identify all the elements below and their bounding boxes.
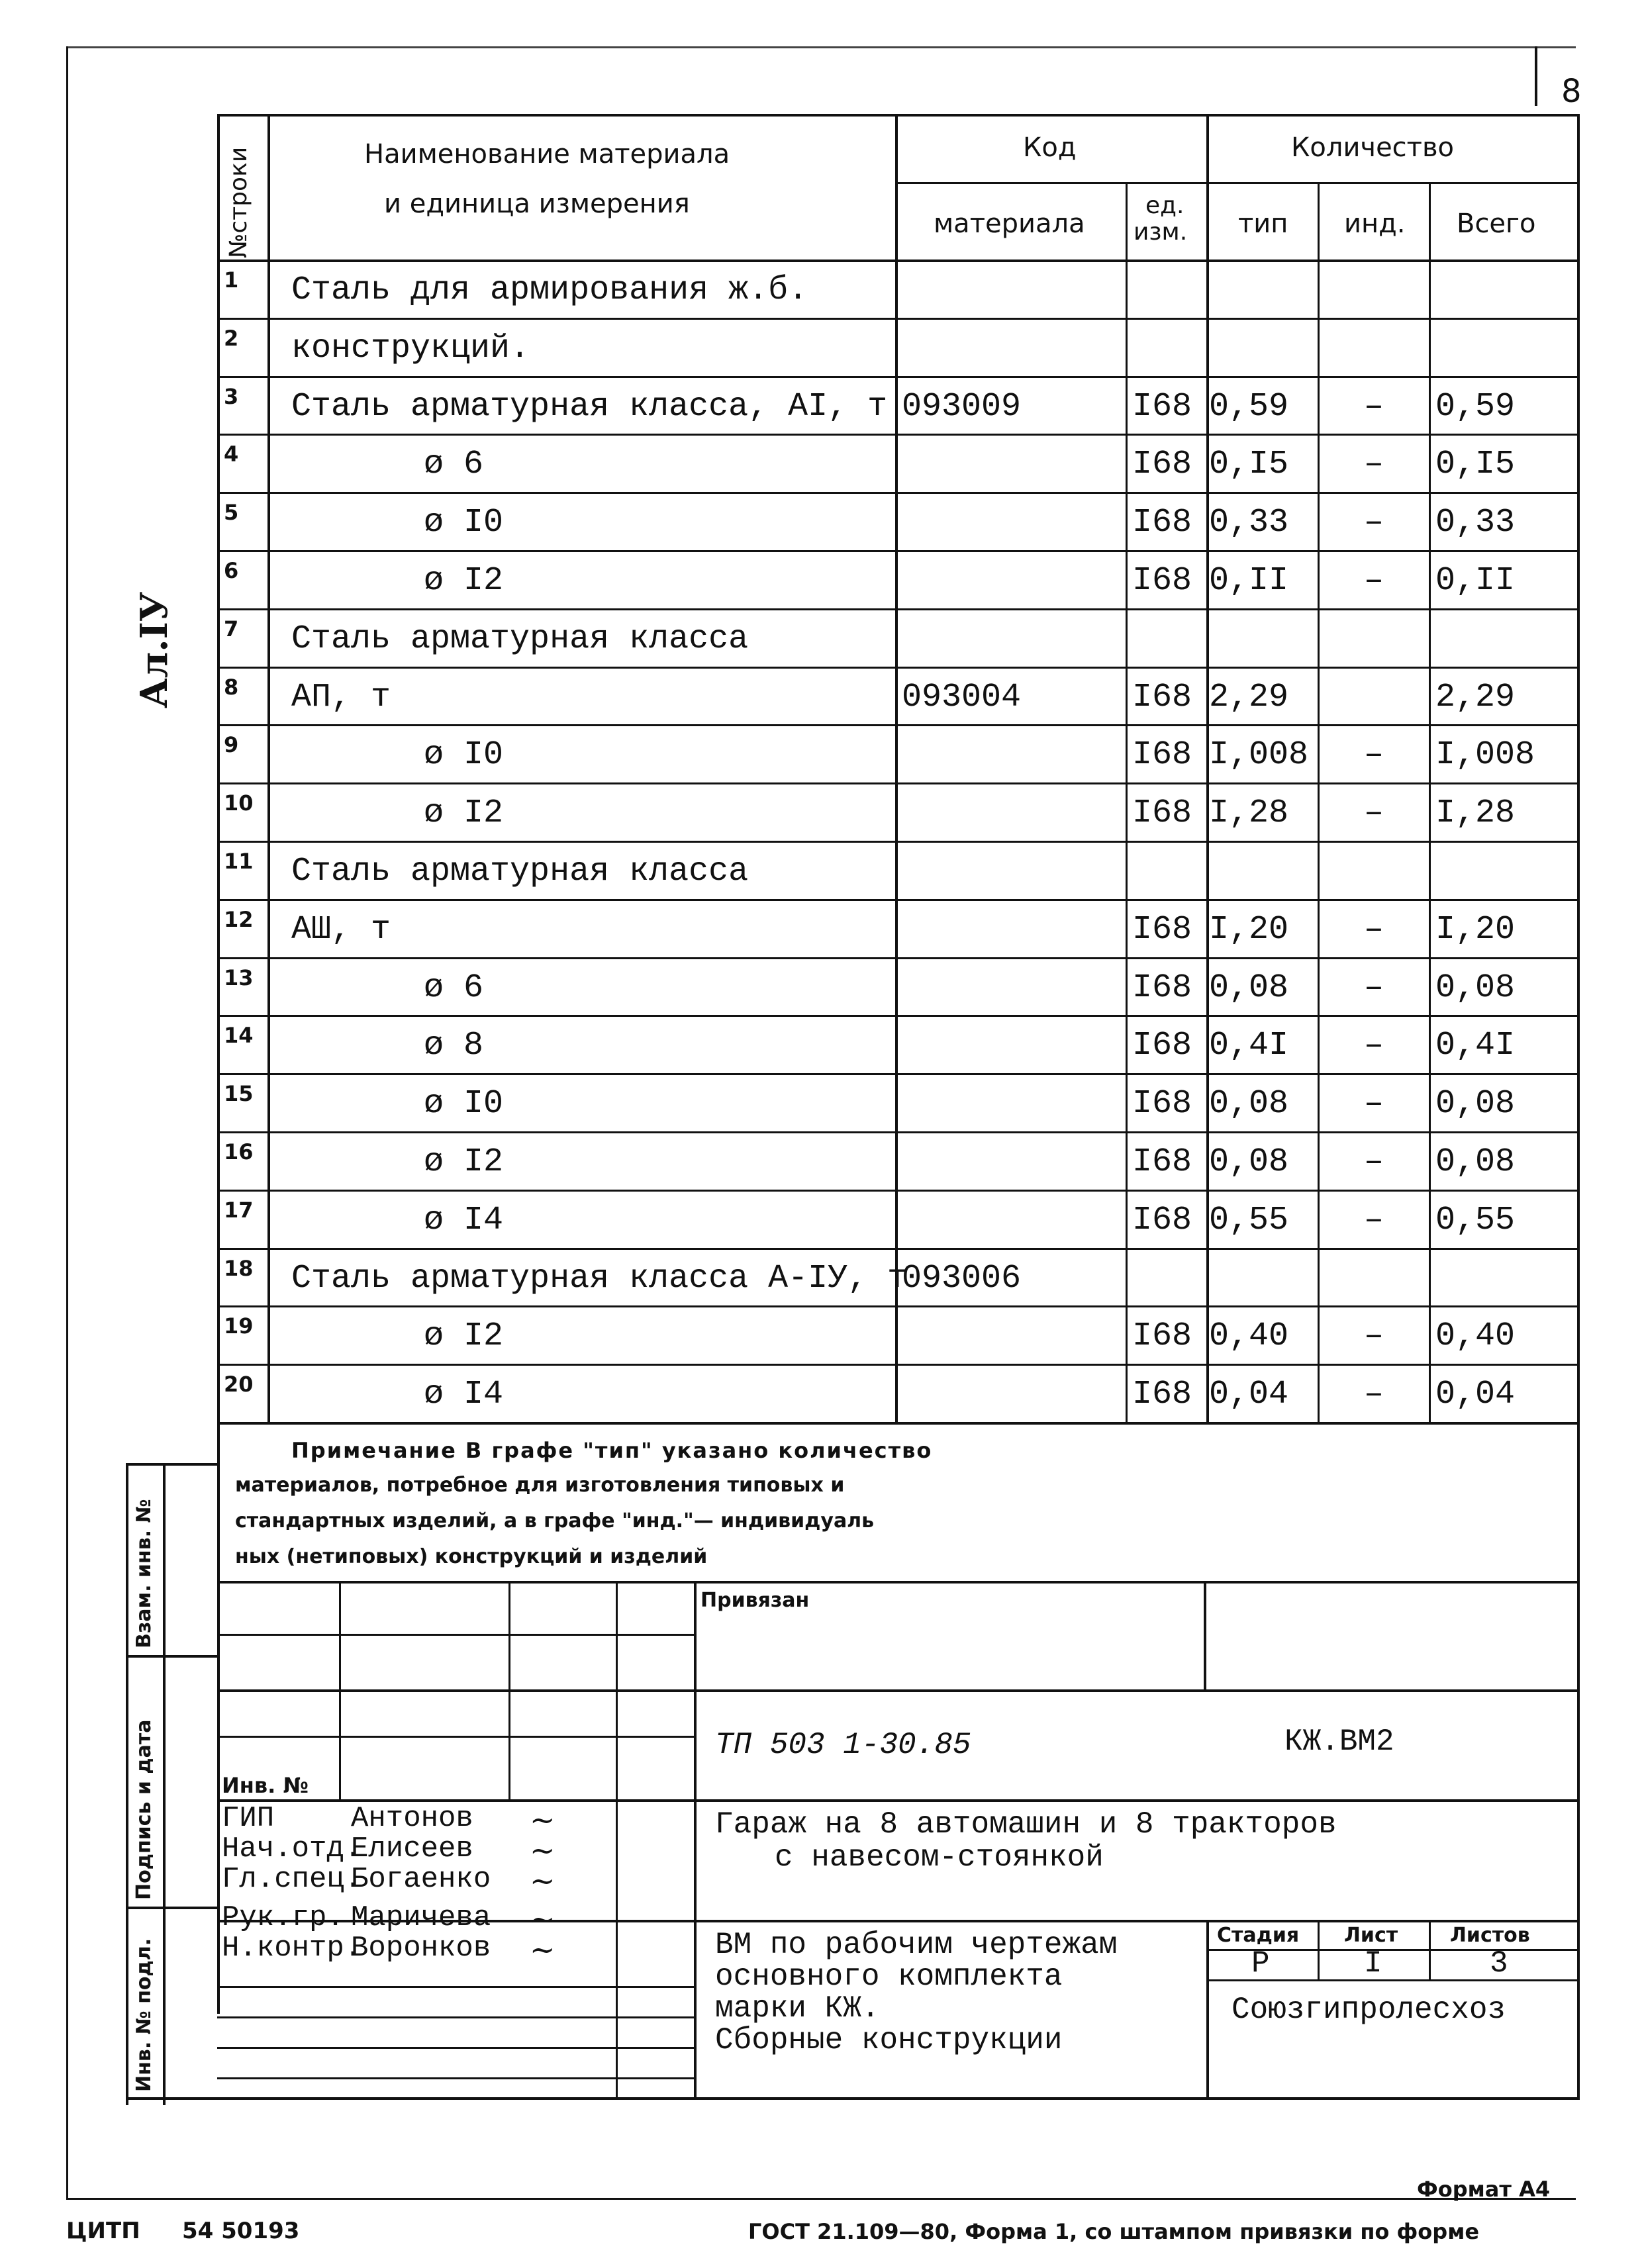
side-strip-mid (163, 1463, 166, 2105)
row-divider (217, 1015, 1578, 1017)
staff-role: Гл.спец. (222, 1863, 362, 1896)
row-name: ø I4 (424, 1202, 504, 1239)
stamp-h1 (217, 1634, 694, 1636)
page-number: 8 (1561, 73, 1582, 110)
row-ind: – (1364, 736, 1384, 774)
stamp-v7 (1318, 1920, 1320, 1981)
row-name: ø I0 (424, 1085, 504, 1123)
staff-role: Рук.гр. (222, 1901, 344, 1934)
stamp-v1 (339, 1581, 341, 1801)
row-type: 0,4I (1209, 1027, 1289, 1064)
row-total: 2,29 (1435, 679, 1516, 716)
row-unit: I68 (1132, 736, 1192, 774)
row-type: 0,08 (1209, 969, 1289, 1007)
row-number: 11 (224, 849, 254, 874)
row-number: 1 (224, 267, 239, 293)
row-type: I,20 (1209, 911, 1289, 949)
stamp-h2 (217, 1689, 1578, 1692)
side-strip-left (126, 1463, 128, 2105)
row-ind: – (1364, 911, 1384, 949)
col-line-1 (267, 114, 270, 1423)
row-number: 14 (224, 1023, 254, 1048)
table-top (217, 114, 1578, 117)
side-field-original: Инв. № подл. (132, 1938, 156, 2092)
header-rownum: №строки (225, 146, 252, 258)
header-total: Всего (1457, 209, 1536, 239)
desc-line-4: Сборные конструкции (715, 2023, 1063, 2057)
format-label: Формат А4 (1417, 2177, 1551, 2202)
row-name: Сталь для армирования ж.б. (291, 271, 808, 309)
staff-name: Воронков (351, 1932, 491, 1965)
row-ind: – (1364, 794, 1384, 832)
staff-name: Маричева (351, 1901, 491, 1934)
signature-mark: ~ (530, 1802, 555, 1838)
title-line-1: Гараж на 8 автомашин и 8 тракторов (715, 1807, 1337, 1842)
row-total: 0,I5 (1435, 446, 1516, 483)
row-total: 0,55 (1435, 1202, 1516, 1239)
row-total: 0,4I (1435, 1027, 1516, 1064)
stamp-h3 (217, 1736, 694, 1738)
organization: Союзгипролесхоз (1232, 1993, 1506, 2027)
row-type: 0,33 (1209, 504, 1289, 542)
staff-name: Елисеев (351, 1832, 473, 1866)
row-name: Сталь арматурная класса (291, 620, 749, 658)
header-code-material: материала (934, 209, 1085, 239)
sheets-value: 3 (1490, 1946, 1508, 1981)
row-divider (217, 1131, 1578, 1133)
row-name: конструкций. (291, 330, 530, 367)
row-number: 8 (224, 675, 239, 700)
stamp-v3 (616, 1581, 618, 2097)
row-unit: I68 (1132, 388, 1192, 426)
note-line-2: материалов, потребное для изготовления типовых и (235, 1474, 845, 1497)
row-divider (217, 957, 1578, 959)
row-unit: I68 (1132, 679, 1192, 716)
row-ind: – (1364, 969, 1384, 1007)
row-unit: I68 (1132, 1376, 1192, 1413)
row-number: 5 (224, 500, 239, 525)
stamp-v6 (1206, 1920, 1209, 2097)
stamp-h7 (217, 2016, 694, 2018)
row-divider (217, 318, 1578, 320)
frame-right-top (1535, 46, 1537, 106)
row-name: ø I0 (424, 504, 504, 542)
row-number: 10 (224, 790, 254, 816)
header-code: Код (1023, 132, 1077, 163)
desc-line-1: ВМ по рабочим чертежам (715, 1928, 1118, 1962)
staff-role: Н.контр. (222, 1932, 362, 1965)
sheet-value: I (1364, 1946, 1382, 1981)
row-type: 0,59 (1209, 388, 1289, 426)
row-type: 0,08 (1209, 1085, 1289, 1123)
row-type: I,008 (1209, 736, 1309, 774)
row-unit: I68 (1132, 504, 1192, 542)
stamp-v4 (694, 1581, 697, 2097)
row-number: 4 (224, 442, 239, 467)
col-line-0 (217, 114, 220, 2014)
side-strip-bottom (126, 2097, 218, 2100)
side-field-signature: Подпись и дата (132, 1719, 156, 1900)
row-total: I,20 (1435, 911, 1516, 949)
row-ind: – (1364, 446, 1384, 483)
desc-line-2: основного комплекта (715, 1960, 1063, 1994)
note-line-3: стандартных изделий, а в графе "инд."— индивидуаль (235, 1509, 875, 1533)
header-ind: инд. (1344, 209, 1406, 239)
row-name: Сталь арматурная класса (291, 853, 749, 890)
header-name-line2: и единица измерения (384, 189, 690, 219)
note-line-4: ных (нетиповых) конструкций и изделий (235, 1545, 708, 1568)
signature-mark: ~ (530, 1932, 555, 1967)
sheet-label: Лист (1344, 1924, 1398, 1947)
row-number: 2 (224, 326, 239, 351)
col-line-6 (1429, 184, 1431, 1423)
row-number: 12 (224, 907, 254, 932)
row-ind: – (1364, 1202, 1384, 1239)
row-type: 0,55 (1209, 1202, 1289, 1239)
row-name: ø I2 (424, 562, 504, 600)
row-unit: I68 (1132, 1027, 1192, 1064)
stage-label: Стадия (1217, 1924, 1300, 1947)
row-ind: – (1364, 504, 1384, 542)
staff-role: ГИП (222, 1802, 275, 1835)
row-ind: – (1364, 1085, 1384, 1123)
row-number: 13 (224, 965, 254, 990)
row-code: 093009 (902, 388, 1022, 426)
row-code: 093006 (902, 1260, 1022, 1298)
side-field-replace: Взам. инв. № (132, 1499, 156, 1648)
row-name: ø I2 (424, 1317, 504, 1355)
footer-gost: ГОСТ 21.109—80, Форма 1, со штампом привязки по форме (748, 2219, 1480, 2244)
row-number: 17 (224, 1198, 254, 1223)
staff-role: Нач.отд. (222, 1832, 362, 1866)
row-type: 0,I5 (1209, 446, 1289, 483)
row-code: 093004 (902, 679, 1022, 716)
header-name-line1: Наименование материала (364, 139, 730, 169)
row-total: 0,33 (1435, 504, 1516, 542)
row-unit: I68 (1132, 1143, 1192, 1181)
stamp-v5 (1204, 1581, 1206, 1689)
signature-mark: ~ (530, 1863, 555, 1899)
footer-left-2: 54 50193 (182, 2218, 300, 2244)
row-divider (217, 434, 1578, 436)
row-divider (217, 1190, 1578, 1192)
row-divider (217, 376, 1578, 378)
row-divider (217, 1422, 1578, 1424)
row-divider (217, 550, 1578, 552)
row-total: 0,08 (1435, 969, 1516, 1007)
row-total: 0,II (1435, 562, 1516, 600)
doc-mark: КЖ.ВМ2 (1284, 1725, 1394, 1759)
stamp-bottom (217, 2097, 1578, 2100)
frame-bottom (66, 2198, 1576, 2200)
row-divider (217, 782, 1578, 784)
row-type: 0,04 (1209, 1376, 1289, 1413)
row-divider (217, 1248, 1578, 1250)
stamp-h6 (217, 1986, 694, 1988)
row-number: 7 (224, 616, 239, 641)
row-divider (217, 899, 1578, 901)
row-divider (217, 492, 1578, 494)
row-total: 0,04 (1435, 1376, 1516, 1413)
header-type: тип (1238, 209, 1288, 239)
note-line-1: Примечание В графе "тип" указано количество (291, 1438, 933, 1463)
row-total: 0,40 (1435, 1317, 1516, 1355)
row-number: 3 (224, 384, 239, 409)
row-type: I,28 (1209, 794, 1289, 832)
stamp-h9 (217, 2077, 694, 2079)
row-divider (217, 608, 1578, 610)
stamp-h8 (217, 2047, 694, 2049)
row-ind: – (1364, 1143, 1384, 1181)
desc-line-3: марки КЖ. (715, 1991, 880, 2026)
row-ind: – (1364, 1376, 1384, 1413)
header-unit-2: изм. (1134, 218, 1188, 246)
row-number: 16 (224, 1139, 254, 1164)
row-number: 19 (224, 1313, 254, 1339)
col-line-3 (1126, 184, 1128, 1423)
row-name: ø I4 (424, 1376, 504, 1413)
row-ind: – (1364, 562, 1384, 600)
row-total: 0,08 (1435, 1143, 1516, 1181)
row-number: 15 (224, 1081, 254, 1106)
row-type: 0,08 (1209, 1143, 1289, 1181)
row-type: 0,40 (1209, 1317, 1289, 1355)
signature-mark: ~ (530, 1832, 555, 1868)
stamp-v2 (508, 1581, 510, 1801)
row-name: ø I0 (424, 736, 504, 774)
side-strip-div1 (126, 1655, 218, 1658)
row-name: Сталь арматурная класса А-IУ, т (291, 1260, 908, 1298)
row-divider (217, 841, 1578, 843)
row-total: I,008 (1435, 736, 1535, 774)
row-name: ø 8 (424, 1027, 484, 1064)
row-divider (217, 1305, 1578, 1307)
row-ind: – (1364, 1317, 1384, 1355)
title-line-2: с навесом-стоянкой (775, 1840, 1104, 1875)
footer-left-1: ЦИТП (66, 2218, 140, 2244)
sheets-label: Листов (1450, 1924, 1530, 1947)
side-strip-div2 (126, 1907, 218, 1909)
row-type: 0,II (1209, 562, 1289, 600)
header-unit-1: ед. (1145, 192, 1184, 219)
row-name: АШ, т (291, 911, 391, 949)
table-header-bottom (217, 260, 1578, 262)
row-divider (217, 667, 1578, 669)
row-name: ø 6 (424, 969, 484, 1007)
doc-code: ТП 503 1-30.85 (715, 1728, 971, 1762)
col-line-7 (1577, 114, 1580, 2100)
row-unit: I68 (1132, 911, 1192, 949)
row-number: 9 (224, 732, 239, 757)
stamp-line-top (217, 1581, 1578, 1583)
row-name: ø I2 (424, 1143, 504, 1181)
side-strip-top (126, 1463, 218, 1466)
row-name: ø 6 (424, 446, 484, 483)
row-total: 0,59 (1435, 388, 1516, 426)
stage-value: Р (1251, 1946, 1270, 1981)
row-total: I,28 (1435, 794, 1516, 832)
frame-top (66, 46, 1576, 48)
side-album-label: Ал.IУ (132, 591, 176, 708)
row-unit: I68 (1132, 446, 1192, 483)
row-unit: I68 (1132, 562, 1192, 600)
row-name: ø I2 (424, 794, 504, 832)
row-divider (217, 1364, 1578, 1366)
row-number: 6 (224, 558, 239, 583)
row-ind: – (1364, 1027, 1384, 1064)
bound-label: Привязан (700, 1589, 810, 1612)
row-name: Сталь арматурная класса, AI, т (291, 388, 888, 426)
row-number: 18 (224, 1256, 254, 1281)
signature-mark: ~ (530, 1901, 555, 1937)
row-unit: I68 (1132, 969, 1192, 1007)
row-total: 0,08 (1435, 1085, 1516, 1123)
stamp-v8 (1429, 1920, 1431, 1981)
row-divider (217, 1073, 1578, 1075)
frame-left (66, 46, 68, 2198)
inv-label: Инв. № (222, 1773, 309, 1798)
staff-name: Богаенко (351, 1863, 491, 1896)
row-divider (217, 724, 1578, 726)
row-name: АП, т (291, 679, 391, 716)
header-mid (895, 182, 1578, 184)
row-unit: I68 (1132, 1317, 1192, 1355)
staff-name: Антонов (351, 1802, 473, 1835)
header-qty: Количество (1291, 132, 1455, 163)
row-unit: I68 (1132, 794, 1192, 832)
row-unit: I68 (1132, 1085, 1192, 1123)
col-line-5 (1318, 184, 1320, 1423)
row-number: 20 (224, 1372, 254, 1397)
row-ind: – (1364, 388, 1384, 426)
row-unit: I68 (1132, 1202, 1192, 1239)
col-line-2 (895, 114, 898, 1423)
row-type: 2,29 (1209, 679, 1289, 716)
